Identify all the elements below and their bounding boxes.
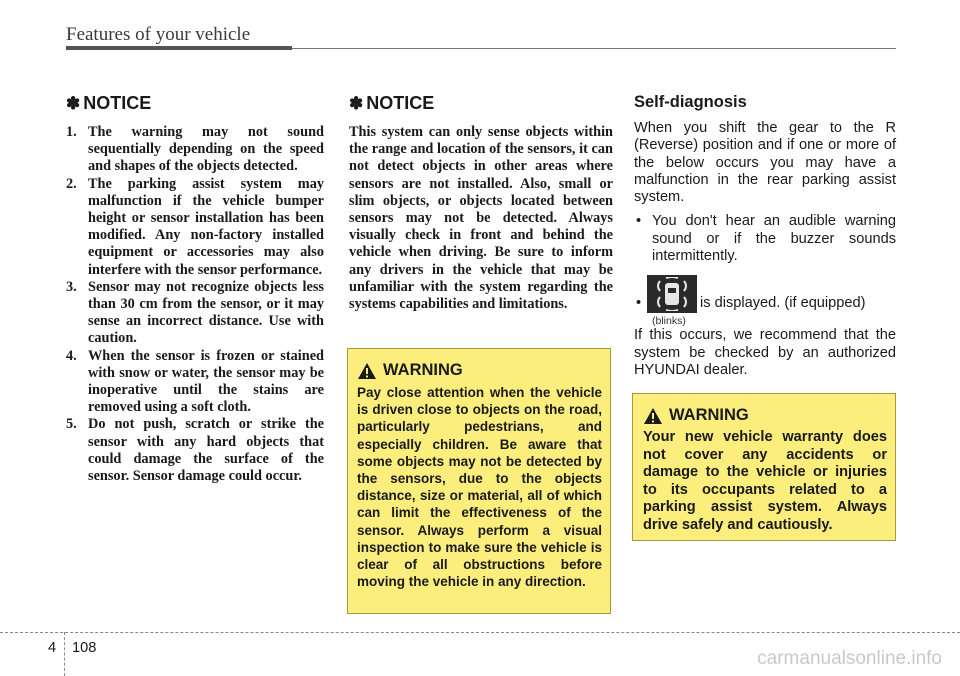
icon-caption: (blinks) bbox=[652, 315, 686, 328]
notice-star-icon: ✽ bbox=[66, 93, 81, 113]
warning-heading-2 bbox=[643, 406, 887, 425]
notice-heading-label: NOTICE bbox=[366, 93, 435, 113]
notice-star-icon: ✽ bbox=[349, 93, 364, 113]
self-diagnosis-bullet-1: • You don't hear an audible warning sound or if the buzzer sounds intermittently. bbox=[636, 213, 896, 265]
parking-sensor-warning-icon bbox=[647, 275, 697, 313]
page-number: 108 bbox=[72, 640, 97, 656]
header-accent-bar bbox=[66, 46, 292, 50]
warning-triangle-icon bbox=[643, 407, 663, 425]
warning-text-1: Pay close attention when the vehicle is driven close to objects on the road, particularly pedestrians, and especially children. Be aware that some objects may not be detected by the sensors, due to the objects distance, size or material, all of which can limit the effectiveness of the sensor. Always perform a visual inspection to make sure the vehicle is clear of all obstructions before moving the vehicle in any direction. bbox=[357, 385, 602, 590]
page-header-title: Features of your vehicle bbox=[66, 24, 251, 45]
warning-heading-label: WARNING bbox=[383, 361, 463, 379]
self-diagnosis-title: Self-diagnosis bbox=[634, 93, 747, 111]
warning-triangle-icon bbox=[357, 362, 377, 380]
warning-heading-label: WARNING bbox=[669, 406, 749, 424]
notice-heading-label: NOTICE bbox=[83, 93, 152, 113]
warning-heading-1 bbox=[357, 361, 602, 380]
self-diagnosis-section bbox=[634, 93, 896, 379]
notice-item: 1. The warning may not sound sequentially depending on the speed and shapes of the objects detected. bbox=[66, 124, 324, 175]
notice-heading-1 bbox=[66, 93, 324, 114]
notice-paragraph: This system can only sense objects within the range and location of the sensors, it can not detect objects in other areas where sensors are not installed. Also, small or slim objects, or objects located between sensors may not be detected. Always visually check in front and behind the vehicle when driving. Be sure to inform any drivers in the vehicle that may be unfamiliar with the system regarding the systems capabilities and limitations. bbox=[349, 124, 613, 313]
notice-item: 5. Do not push, scratch or strike the sensor with any hard objects that could damage the surface of the sensor. Sensor damage could occur. bbox=[66, 416, 324, 485]
notice-list bbox=[66, 124, 324, 485]
notice-section-2 bbox=[349, 93, 613, 313]
notice-heading-2 bbox=[349, 93, 613, 114]
notice-item: 3. Sensor may not recognize objects less than 30 cm from the sensor, or it may sense an incorrect distance. Use with caution. bbox=[66, 278, 324, 347]
notice-item: 4. When the sensor is frozen or stained with snow or water, the sensor may be inoperative until the stains are removed using a soft cloth. bbox=[66, 347, 324, 416]
self-diagnosis-bullet-2: • (blinks) is displayed. (if equipped) bbox=[634, 275, 896, 327]
notice-item: 2. The parking assist system may malfunction if the vehicle bumper height or sensor installation has been modified. Any non-factory installed equipment or accessories may also interfere with the sensor performance. bbox=[66, 175, 324, 278]
warning-box-2 bbox=[632, 393, 896, 541]
chapter-number: 4 bbox=[48, 640, 57, 656]
watermark: carmanualsonline.info bbox=[757, 648, 942, 669]
header-rule bbox=[292, 48, 896, 49]
icon-description: is displayed. (if equipped) bbox=[700, 295, 866, 312]
warning-box-1 bbox=[347, 348, 611, 614]
footer-divider bbox=[64, 632, 65, 676]
notice-section-1 bbox=[66, 93, 324, 485]
footer-rule bbox=[0, 632, 960, 633]
self-diagnosis-closing: If this occurs, we recommend that the system be checked by an authorized HYUNDAI dealer. bbox=[634, 327, 896, 378]
self-diagnosis-intro: When you shift the gear to the R (Reverse) position and if one or more of the below occurs you may have a malfunction in the rear parking assist system. bbox=[634, 120, 896, 206]
warning-text-2: Your new vehicle warranty does not cover any accidents or damage to the vehicle or injuries to its occupants related to a parking assist system. Always drive safely and cautiously. bbox=[643, 429, 887, 533]
